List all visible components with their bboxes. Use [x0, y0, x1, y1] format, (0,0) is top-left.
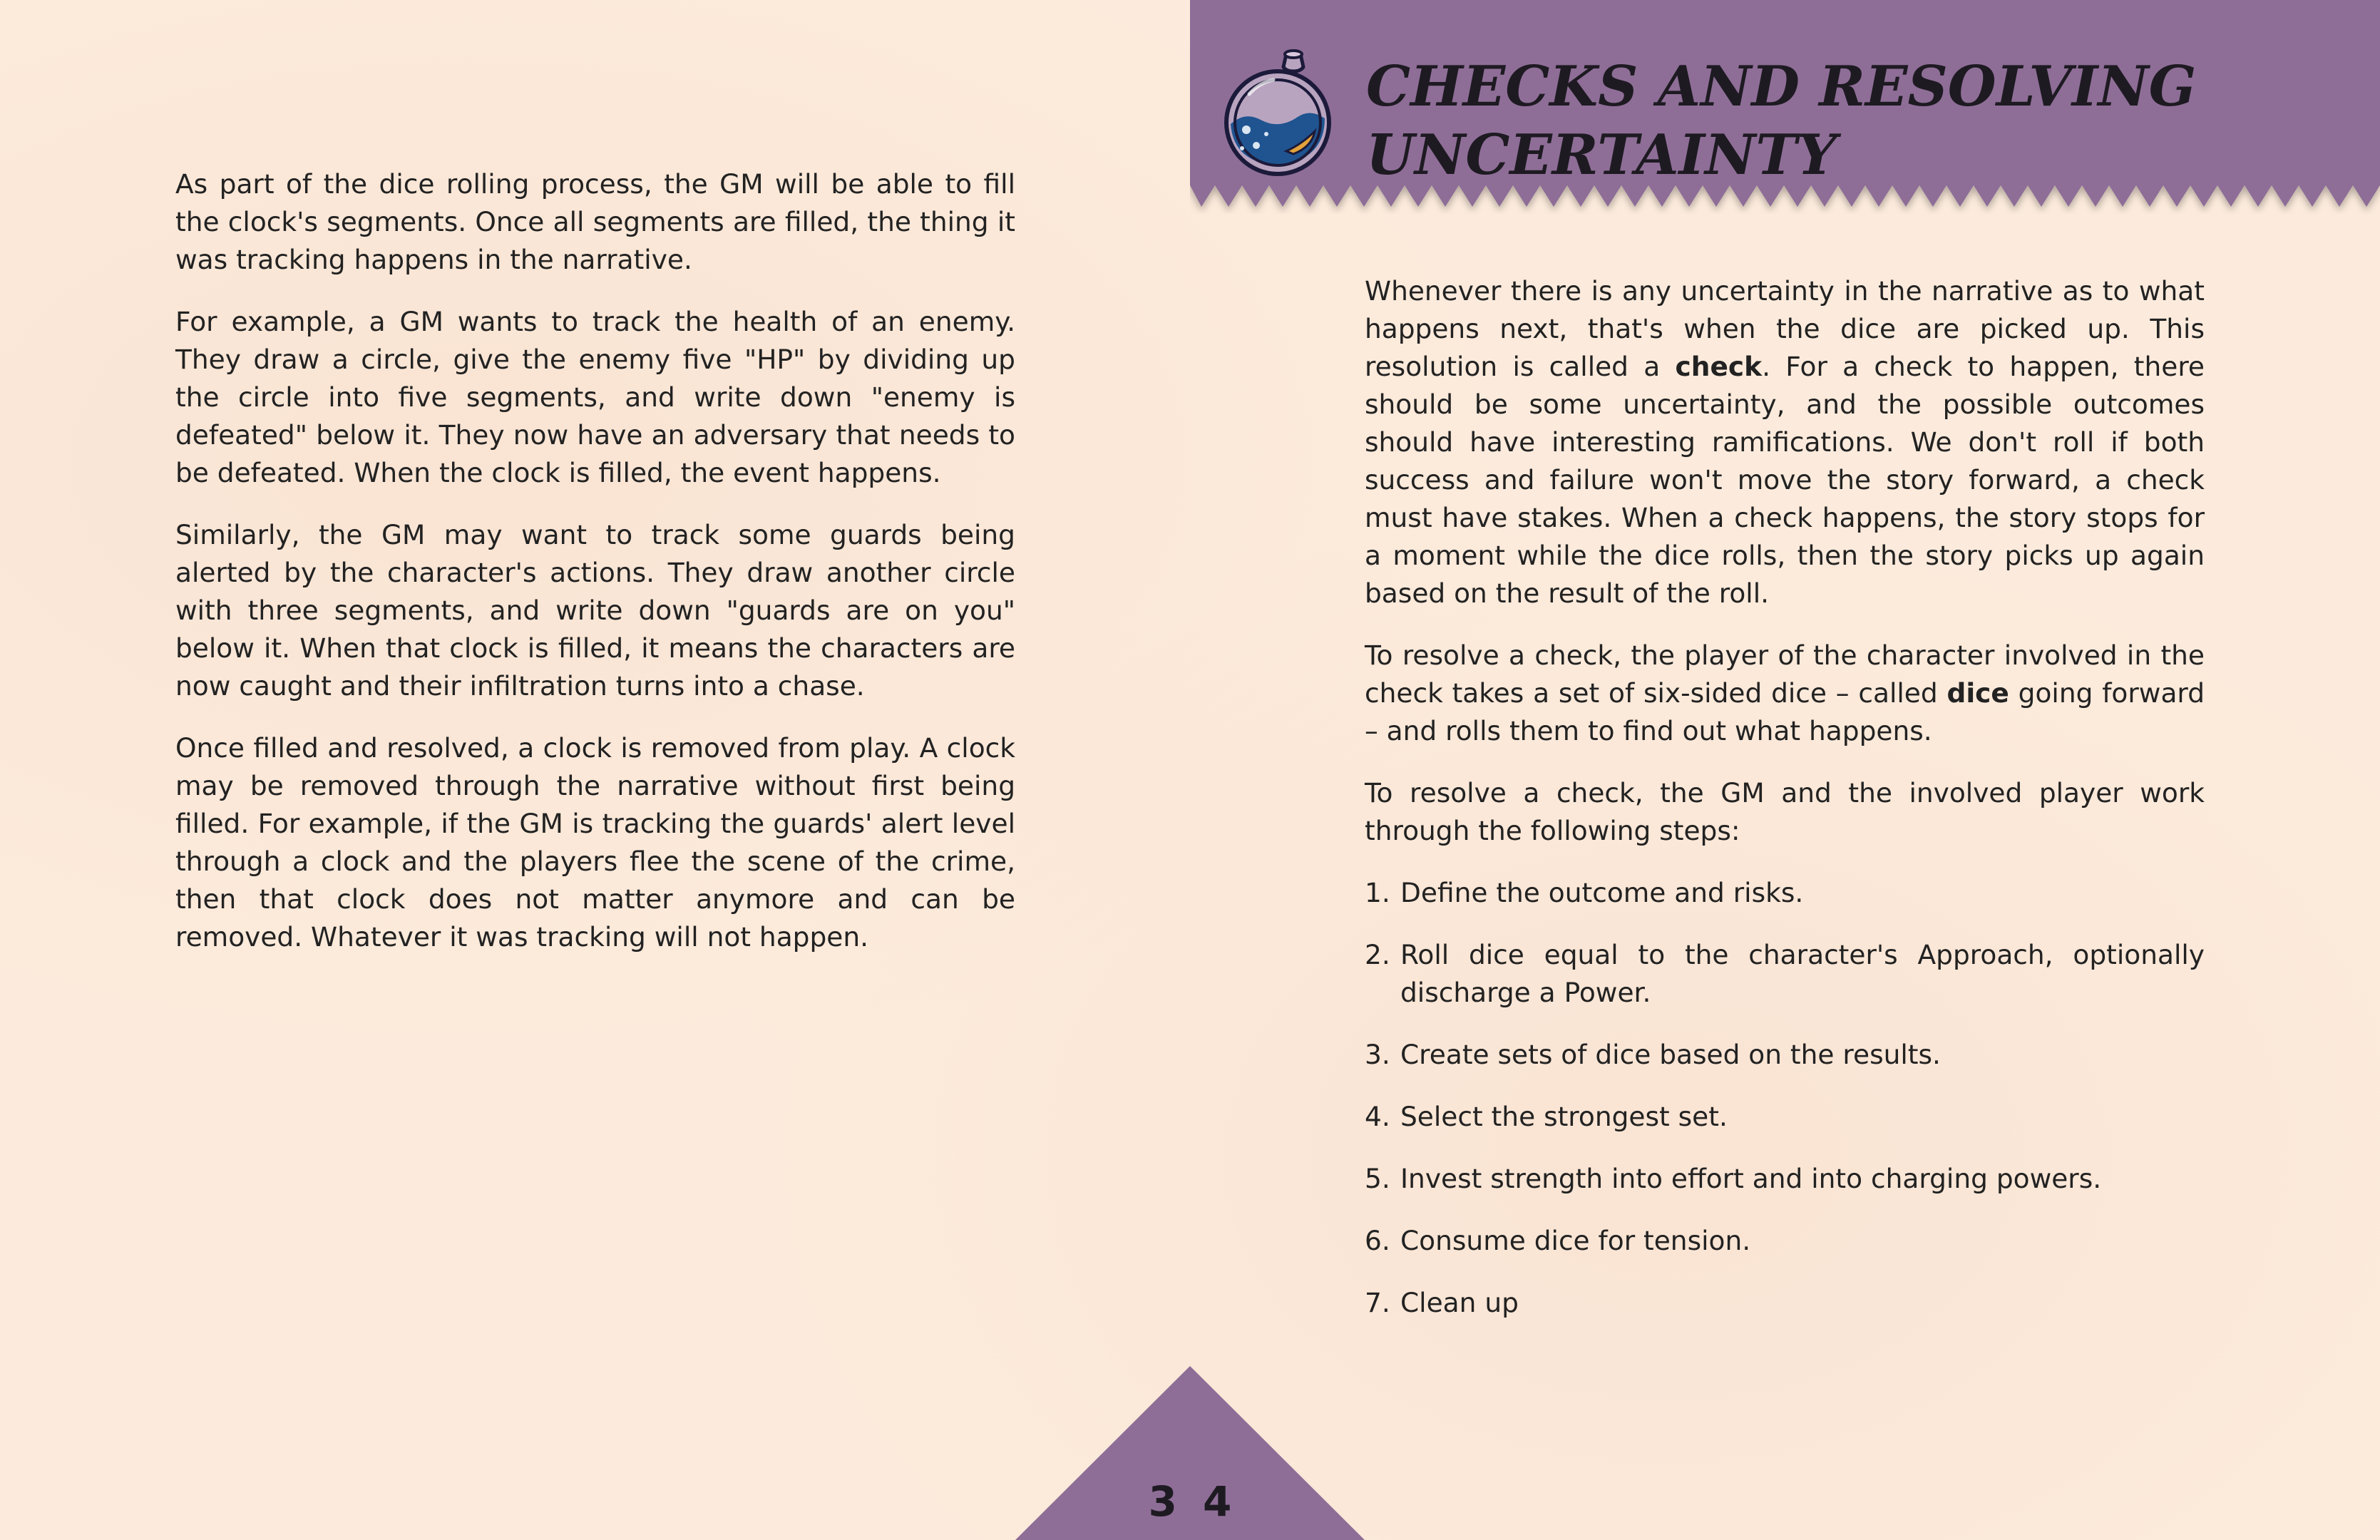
list-item [1365, 874, 2205, 912]
step-text: Define the outcome and risks. [1400, 877, 1804, 908]
chapter-title-line-1: CHECKS AND RESOLVING [1366, 54, 2197, 119]
step-number: 2. [1365, 939, 1390, 970]
left-page-body [175, 165, 1015, 980]
step-number: 3. [1365, 1039, 1390, 1070]
step-number: 7. [1365, 1287, 1390, 1318]
page-number-left: 3 [1148, 1477, 1177, 1526]
check-steps-list [1365, 874, 2205, 1322]
left-paragraph-1: As part of the dice rolling process, the GM will be able to fill the clock's segments. Once all segments are filled, the thing it was tracking happens in the narrative. [175, 168, 1015, 275]
potion-flask-icon [1221, 44, 1335, 180]
step-number: 5. [1365, 1163, 1390, 1194]
list-item [1365, 1160, 2205, 1198]
list-item [1365, 1284, 2205, 1322]
right-paragraph-1 [1365, 272, 2205, 612]
step-text: Invest strength into effort and into charging powers. [1400, 1163, 2102, 1194]
step-number: 1. [1365, 877, 1390, 908]
left-paragraph-3: Similarly, the GM may want to track some guards being alerted by the character's actions. They draw another circle with three segments, and write down "guards are on you" below it. When that clock is filled, it means the characters are now caught and their infiltration turns into a chase. [175, 519, 1015, 702]
chapter-title [1366, 53, 2293, 190]
right-paragraph-3: To resolve a check, the GM and the involved player work through the following steps: [1365, 777, 2205, 846]
list-item [1365, 1036, 2205, 1074]
right-paragraph-1-text-b: . For a check to happen, there should be some uncertainty, and the possible outcomes should have interesting ramifications. We don't roll if both success and failure won't move the story forward, a check must have stakes. When a check happens, the story stops for a moment while the dice rolls, then the story picks up again based on the result of the roll. [1365, 351, 2205, 609]
step-text: Roll dice equal to the character's Approach, optionally discharge a Power. [1400, 939, 2205, 1008]
page-numbers [1119, 1473, 1261, 1530]
left-paragraph-2: For example, a GM wants to track the health of an enemy. They draw a circle, give the enemy five "HP" by dividing up the circle into five segments, and write down "enemy is defeated" below it. They now have an adversary that needs to be defeated. When the clock is filled, the event happens. [175, 306, 1015, 488]
step-text: Consume dice for tension. [1400, 1225, 1751, 1256]
chapter-title-line-2: UNCERTAINTY [1366, 123, 1837, 188]
list-item [1365, 1098, 2205, 1136]
right-page-body [1365, 272, 2205, 1346]
right-paragraph-2-text-b: going forward – and rolls them to find out what happens. [1365, 677, 2205, 746]
list-item [1365, 936, 2205, 1012]
step-text: Select the strongest set. [1400, 1101, 1728, 1132]
step-number: 4. [1365, 1101, 1390, 1132]
right-paragraph-2-text-a: To resolve a check, the player of the character involved in the check takes a set of six-sided dice – called [1365, 640, 2205, 709]
page-number-right: 4 [1203, 1477, 1232, 1526]
term-dice: dice [1946, 677, 2009, 709]
right-paragraph-2 [1365, 637, 2205, 750]
step-text: Clean up [1400, 1287, 1519, 1318]
left-paragraph-4: Once filled and resolved, a clock is removed from play. A clock may be removed through the narrative without first being filled. For example, if the GM is tracking the guards' alert level through a clock and the players flee the scene of the crime, then that clock does not matter anymore and can be removed. Whatever it was tracking will not happen. [175, 732, 1015, 953]
step-number: 6. [1365, 1225, 1390, 1256]
list-item [1365, 1222, 2205, 1260]
term-check: check [1675, 351, 1763, 382]
right-paragraph-1-text-a: Whenever there is any uncertainty in the narrative as to what happens next, that's when the dice are picked up. This resolution is called a [1365, 275, 2205, 382]
step-text: Create sets of dice based on the results. [1400, 1039, 1941, 1070]
